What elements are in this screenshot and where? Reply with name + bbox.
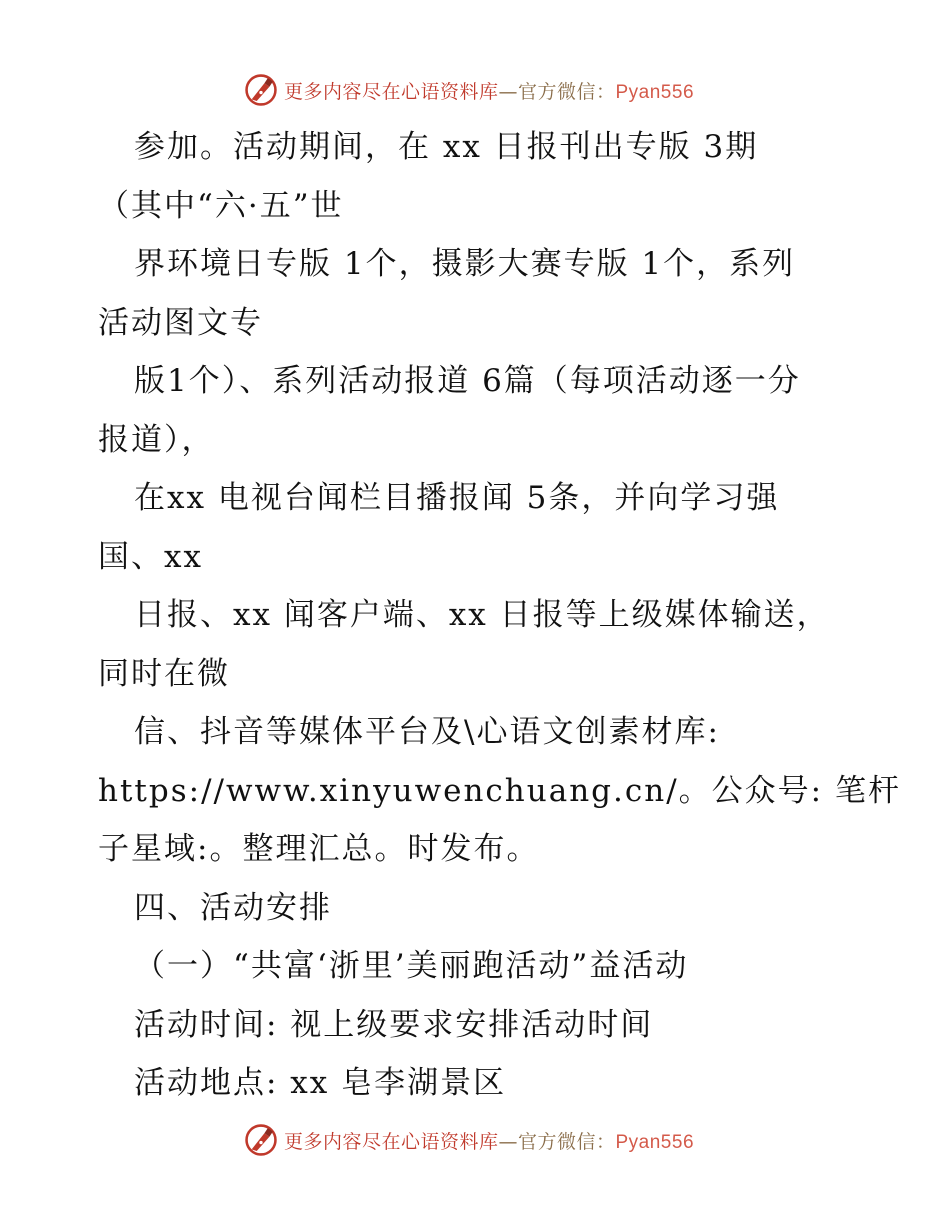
text-line: 日报、xx 闻客户端、xx 日报等上级媒体输送， [134, 597, 830, 633]
pen-nib-logo-icon [244, 73, 278, 107]
text-line: 活动地点: xx 皂李湖景区 [134, 1065, 507, 1101]
text-line: 子星域:。整理汇总。时发布。 [98, 831, 540, 867]
footer-banner-main: 更多内容尽在心语资料库 [283, 1130, 499, 1153]
header-banner-wechat-id: Pyan556 [615, 81, 695, 103]
footer-banner-official: 官方微信： [517, 1130, 616, 1153]
footer-banner-inner [244, 1123, 694, 1157]
text-line: 参加。活动期间，在 xx 日报刊出专版 3期 [134, 129, 759, 165]
text-line: 信、抖音等媒体平台及\心语文创素材库: [134, 714, 720, 750]
header-banner-inner [244, 73, 694, 107]
pen-nib-logo-icon [244, 1123, 278, 1157]
document-body [98, 118, 901, 1113]
text-line: 国、xx [98, 538, 203, 575]
text-line: https://www.xinyuwenchuang.cn/。公众号: 笔杆 [98, 772, 901, 809]
subsection-heading: （一）“共富‘浙里’美丽跑活动”益活动 [134, 948, 689, 984]
text-line: 活动时间: 视上级要求安排活动时间 [134, 1006, 654, 1043]
text-line: （其中“六·五”世 [98, 187, 344, 224]
text-line: 界环境日专版 1个，摄影大赛专版 1个，系列 [134, 246, 796, 282]
footer-banner-text [284, 1127, 694, 1154]
footer-banner-dash: — [498, 1130, 518, 1153]
header-banner-text [284, 77, 694, 104]
section-heading: 四、活动安排 [134, 889, 332, 926]
header-banner-main: 更多内容尽在心语资料库 [283, 80, 499, 103]
text-line: 报道）， [98, 421, 215, 458]
footer-banner-wechat-id: Pyan556 [615, 1131, 695, 1153]
text-line: 在xx 电视台闻栏目播报闻 5条，并向学习强 [134, 480, 780, 516]
text-line: 活动图文专 [98, 304, 263, 341]
header-banner-official: 官方微信： [517, 80, 616, 103]
header-banner-dash: — [498, 80, 518, 103]
text-line: 版1个）、系列活动报道 6篇（每项活动逐一分 [134, 363, 801, 399]
footer-banner [0, 1120, 950, 1160]
text-line: 同时在微 [98, 655, 230, 692]
header-banner [0, 70, 950, 110]
